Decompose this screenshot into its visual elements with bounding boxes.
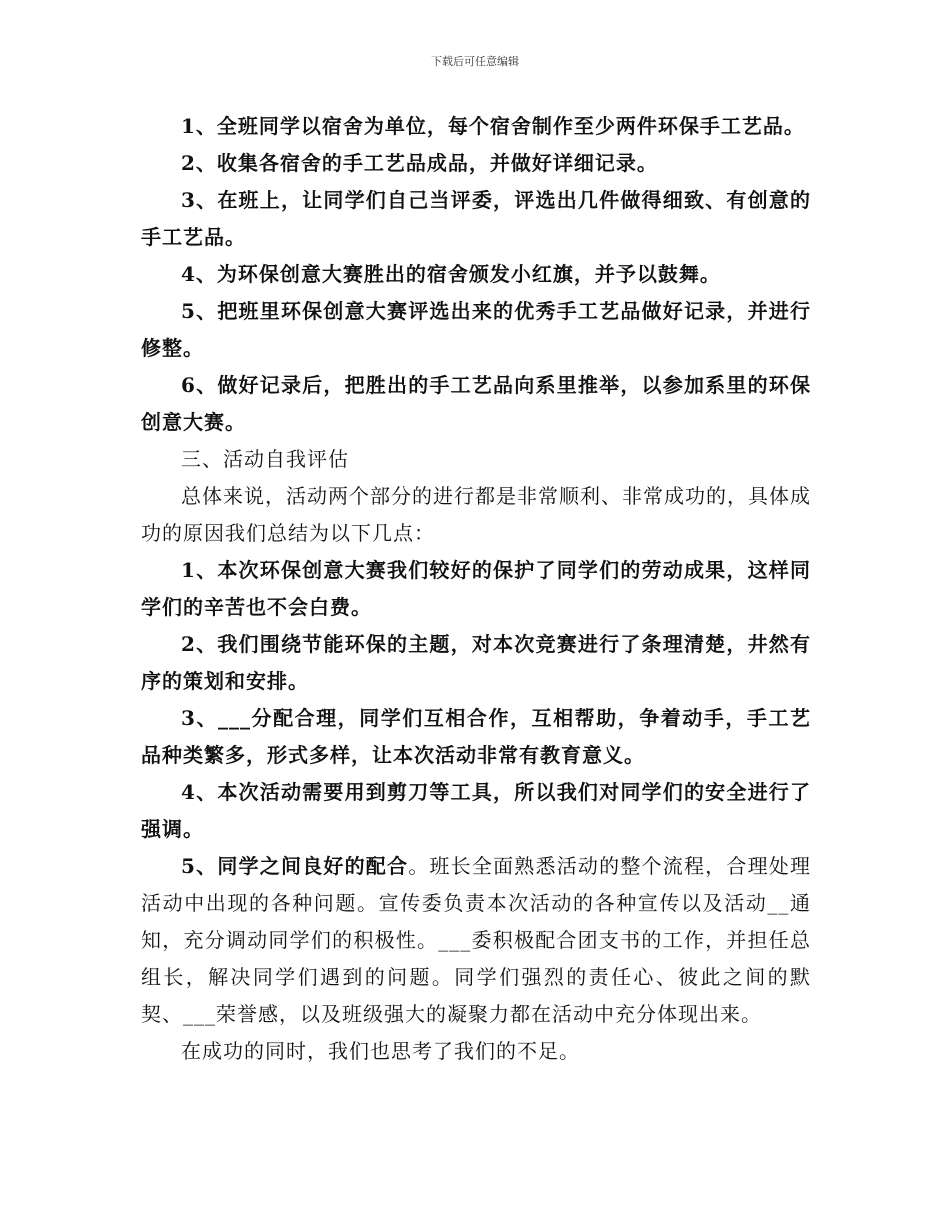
header-note: 下载后可任意编辑 [431, 55, 519, 68]
paragraph-point-1: 1、本次环保创意大赛我们较好的保护了同学们的劳动成果，这样同学们的辛苦也不会白费。 [141, 558, 811, 619]
paragraph-step-5: 5、把班里环保创意大赛评选出来的优秀手工艺品做好记录，并进行修整。 [141, 299, 811, 360]
paragraph-point-2: 2、我们围绕节能环保的主题，对本次竞赛进行了条理清楚，井然有序的策划和安排。 [141, 632, 811, 693]
paragraph-step-1: 1、全班同学以宿舍为单位，每个宿舍制作至少两件环保手工艺品。 [181, 114, 805, 138]
paragraph-step-4: 4、为环保创意大赛胜出的宿舍颁发小红旗，并予以鼓舞。 [181, 262, 721, 286]
section-heading: 三、活动自我评估 [181, 447, 349, 471]
paragraph-point-5-bold: 5、同学之间良好的配合 [181, 854, 409, 878]
paragraph-step-3: 3、在班上，让同学们自己当评委，评选出几件做得细致、有创意的手工艺品。 [141, 188, 811, 249]
paragraph-point-3: 3、___分配合理，同学们互相合作，互相帮助，争着动手，手工艺品种类繁多，形式多样，让本次活动非常有教育意义。 [141, 706, 811, 767]
paragraph-step-6: 6、做好记录后，把胜出的手工艺品向系里推举，以参加系里的环保创意大赛。 [141, 373, 811, 434]
paragraph-step-2: 2、收集各宿舍的手工艺品成品，并做好详细记录。 [181, 151, 658, 175]
document-body [141, 108, 811, 1070]
paragraph-summary: 总体来说，活动两个部分的进行都是非常顺利、非常成功的，具体成功的原因我们总结为以下几点： [141, 484, 811, 545]
paragraph-point-4: 4、本次活动需要用到剪刀等工具，所以我们对同学们的安全进行了强调。 [141, 780, 811, 841]
paragraph-closing: 在成功的同时，我们也思考了我们的不足。 [181, 1039, 580, 1063]
paragraph-point-5 [141, 848, 811, 1033]
paragraph-point-5-regular: 。班长全面熟悉活动的整个流程，合理处理活动中出现的各种问题。宣传委负责本次活动的各种宣传以及活动__通知，充分调动同学们的积极性。___委积极配合团支书的工作，并担任总组长，解决同学们遇到的问题。同学们强烈的责任心、彼此之间的默契、___荣誉感，以及班级强大的凝聚力都在活动中充分体现出来。 [141, 854, 812, 1026]
